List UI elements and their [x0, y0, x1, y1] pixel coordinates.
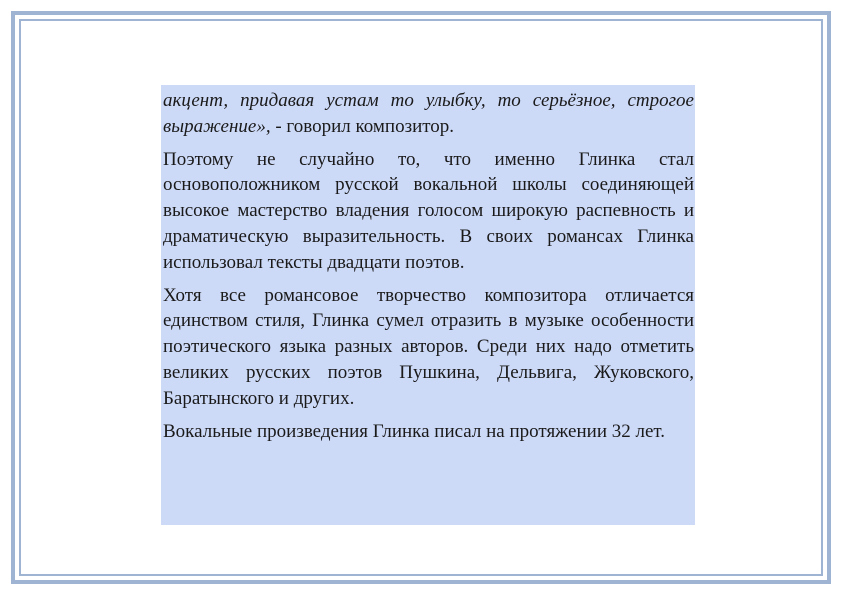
paragraph-3 — [163, 283, 694, 412]
paragraph-1 — [163, 88, 694, 140]
paragraph-4-text: Вокальные произведения Глинка писал на протяжении 32 лет. — [163, 420, 666, 442]
paragraph-2 — [163, 147, 694, 276]
paragraph-1-text: - говорил композитор. — [270, 115, 455, 137]
paragraph-2-text: Поэтому не случайно то, что именно Глинка стал основоположником русской вокальной школы соединяющей высокое мастерство владения голосом широкую распевность и драматическую выразительность. В своих романсах Глинка использовал тексты двадцати поэтов. — [163, 148, 694, 273]
text-block — [161, 85, 695, 525]
paragraph-3-text: Хотя все романсовое творчество композитора отличается единством стиля, Глинка сумел отразить в музыке особенности поэтического языка разных авторов. Среди них надо отметить великих русских поэтов Пушкина, Дельвига, Жуковского, Баратынского и других. — [163, 284, 694, 409]
paragraph-4 — [163, 419, 694, 445]
quote-text: акцент, придавая устам то улыбку, то серьёзное, строгое выражение», — [163, 90, 694, 137]
